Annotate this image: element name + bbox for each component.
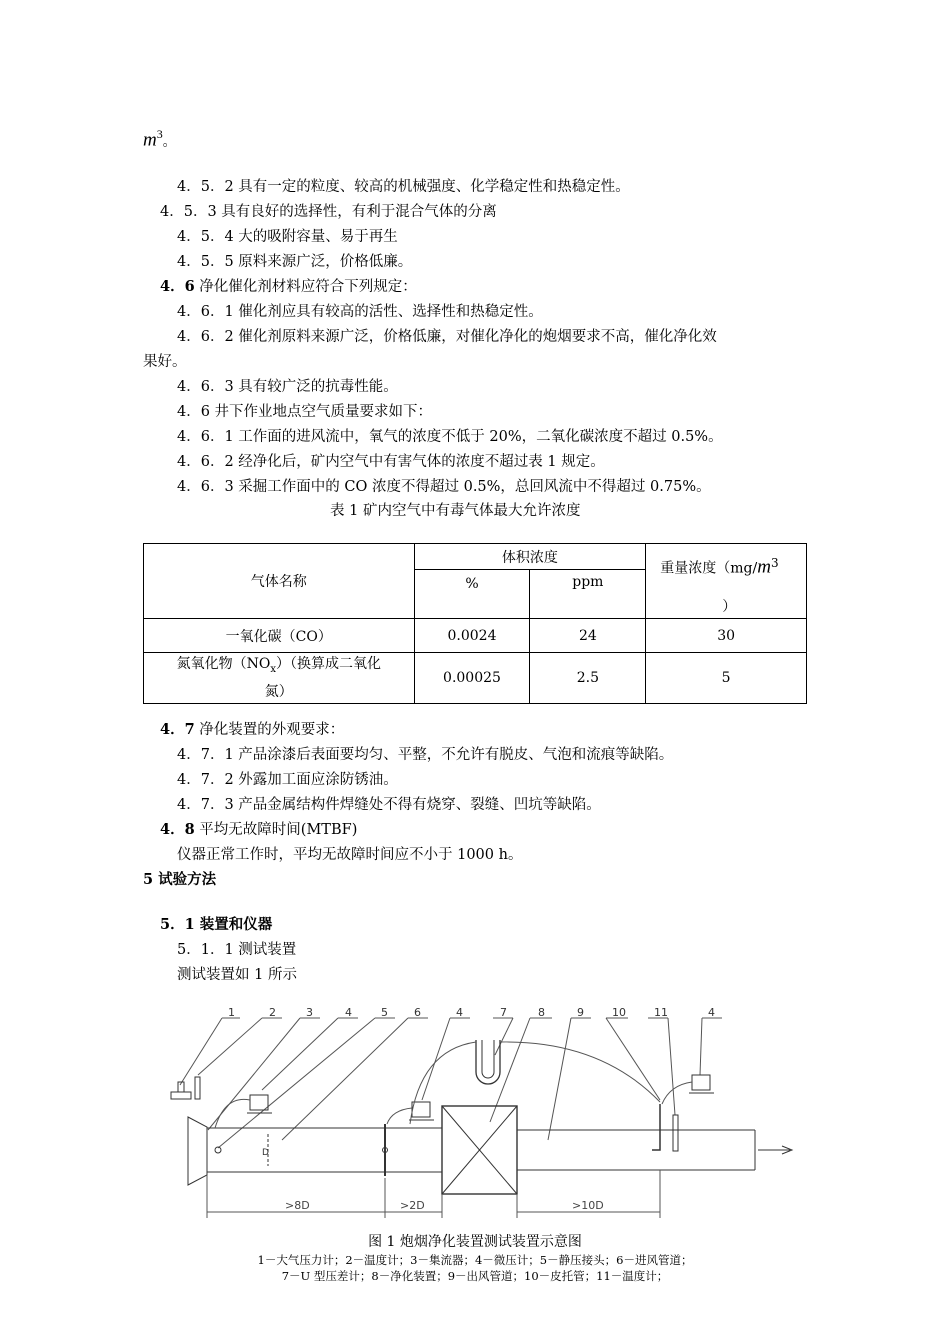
cell-weight: 5 xyxy=(646,653,807,704)
clause-4-5-4: 4．5．4 大的吸附容量、易于再生 xyxy=(177,229,398,245)
micromanometer-icon xyxy=(412,1102,430,1117)
u-manometer-icon xyxy=(476,1040,500,1084)
cell-gas: 氮氧化物$(NO_x)$（换算成二氧化 氮） xyxy=(144,653,415,704)
callout-8: 8 xyxy=(538,1006,545,1019)
clause-4-5-5: 4．5．5 原料来源广泛，价格低廉。 xyxy=(177,254,413,270)
clause-4-6-1: 4．6．1 催化剂应具有较高的活性、选择性和热稳定性。 xyxy=(177,304,543,320)
callout-3: 3 xyxy=(306,1006,313,1019)
header-gas-name: 气体名称 xyxy=(144,544,415,619)
cell-ppm: 24 xyxy=(530,619,646,653)
clause-4-8: 4．8 平均无故障时间(MTBF) xyxy=(160,821,358,838)
callout-9: 9 xyxy=(577,1006,584,1019)
cell-weight: 30 xyxy=(646,619,807,653)
callout-numbers xyxy=(228,1006,715,1019)
dim-10d: >10D xyxy=(572,1199,604,1212)
callout-7: 7 xyxy=(500,1006,507,1019)
micromanometer-icon xyxy=(692,1075,710,1090)
header-volume: 体积浓度 xyxy=(414,544,646,570)
clause-4-6-1-b: 4．6．1 工作面的进风流中，氧气的浓度不低于 20%，二氧化碳浓度不超过 0.5%。 xyxy=(177,429,723,445)
clause-4-8-body: 仪器正常工作时，平均无故障时间应不小于 1000 h。 xyxy=(177,847,523,863)
clause-4-6-b: 4．6 井下作业地点空气质量要求如下： xyxy=(177,404,433,420)
clause-4-7: 4．7 净化装置的外观要求： xyxy=(160,721,345,738)
cell-pct: 0.0024 xyxy=(414,619,530,653)
clause-4-6-3-b: 4．6．3 采掘工作面中的 CO 浓度不得超过 0.5%，总回风流中不得超过 0.75%。 xyxy=(177,479,711,495)
diameter-label: D xyxy=(262,1148,269,1158)
clause-4-6-3: 4．6．3 具有较广泛的抗毒性能。 xyxy=(177,379,398,395)
clause-5-1-1: 5．1．1 测试装置 xyxy=(177,942,297,958)
clause-4-7-3: 4．7．3 产品金属结构件焊缝处不得有烧穿、裂缝、凹坑等缺陷。 xyxy=(177,797,601,813)
section-5-1-heading: 5．1 装置和仪器 xyxy=(160,916,273,933)
header-ppm: ppm xyxy=(530,570,646,619)
table-title: 表 1 矿内空气中有毒气体最大允许浓度 xyxy=(330,503,581,519)
thermometer-icon xyxy=(195,1077,200,1099)
clause-4-7-2: 4．7．2 外露加工面应涂防锈油。 xyxy=(177,772,398,788)
callout-4b: 4 xyxy=(456,1006,463,1019)
pitot-tube-icon xyxy=(652,1104,660,1150)
callout-4c: 4 xyxy=(708,1006,715,1019)
header-pct: % xyxy=(414,570,530,619)
callout-6: 6 xyxy=(414,1006,421,1019)
clause-4-7-1: 4．7．1 产品涂漆后表面要均匀、平整，不允许有脱皮、气泡和流痕等缺陷。 xyxy=(177,747,674,763)
micromanometer-icon xyxy=(250,1095,268,1110)
cell-gas: 一氧化碳（CO） xyxy=(144,619,415,653)
collector-icon xyxy=(188,1117,207,1185)
figure-caption: 图 1 炮烟净化装置测试装置示意图 xyxy=(368,1234,582,1250)
callout-1: 1 xyxy=(228,1006,235,1019)
clause-5-1-1-body: 测试装置如 1 所示 xyxy=(177,967,297,983)
callout-4: 4 xyxy=(345,1006,352,1019)
dim-2d: >2D xyxy=(400,1199,425,1212)
unit-m3: $m^3$。 xyxy=(143,127,176,151)
cell-pct: 0.00025 xyxy=(414,653,530,704)
callout-5: 5 xyxy=(381,1006,388,1019)
clause-4-5-2: 4．5．2 具有一定的粒度、较高的机械强度、化学稳定性和热稳定性。 xyxy=(177,179,630,195)
thermometer-icon xyxy=(673,1115,678,1151)
figure-legend-1: 1－大气压力计；2－温度计；3－集流器；4－微压计；5－静压接头；6－进风管道； xyxy=(257,1253,693,1267)
barometer-icon xyxy=(171,1092,191,1099)
header-weight: 重量浓度（$mg/m^3$ ） xyxy=(646,544,807,619)
clause-4-6-2-b: 4．6．2 经净化后，矿内空气中有害气体的浓度不超过表 1 规定。 xyxy=(177,454,605,470)
clause-4-6-2-cont: 果好。 xyxy=(143,354,187,370)
callout-11: 11 xyxy=(654,1006,668,1019)
callout-2: 2 xyxy=(269,1006,276,1019)
figure-legend-2: 7－U 型压差计；8－净化装置；9－出风管道；10－皮托管；11－温度计； xyxy=(281,1269,669,1283)
callout-10: 10 xyxy=(612,1006,626,1019)
section-5-heading: 5 试验方法 xyxy=(143,871,217,888)
dim-8d: >8D xyxy=(285,1199,310,1212)
cell-ppm: 2.5 xyxy=(530,653,646,704)
clause-4-5-3: 4．5．3 具有良好的选择性，有利于混合气体的分离 xyxy=(160,204,497,220)
clause-4-6: 4．6 净化催化剂材料应符合下列规定： xyxy=(160,278,417,295)
clause-4-6-2: 4．6．2 催化剂原料来源广泛，价格低廉，对催化净化的炮烟要求不高，催化净化效 xyxy=(177,329,717,345)
